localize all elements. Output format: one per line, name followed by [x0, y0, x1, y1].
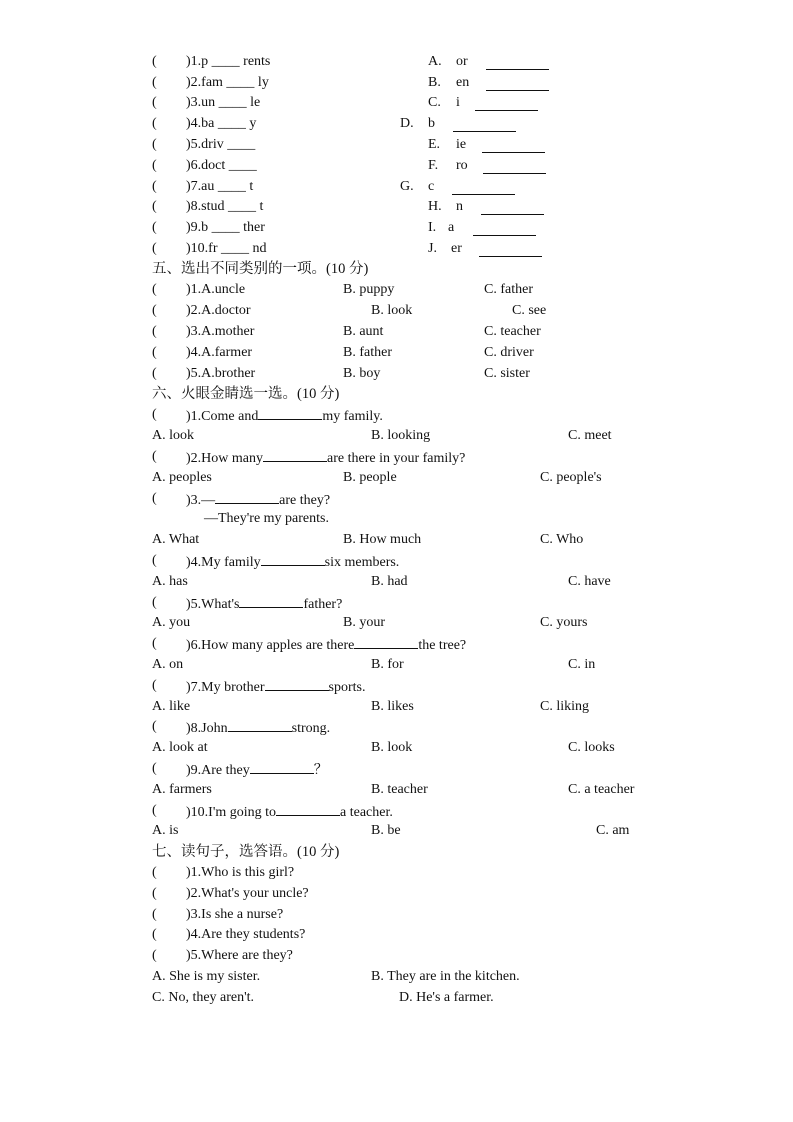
question-text: )9.Are they ？ — [186, 759, 328, 779]
list-item: )5.driv ____ — [186, 137, 256, 152]
option-b: B. look — [371, 303, 413, 318]
answer-blank[interactable] — [354, 634, 418, 649]
option-letter: H. — [428, 199, 442, 214]
question-text: )5.Where are they? — [186, 948, 293, 963]
option-b: B. looking — [371, 428, 431, 443]
option-c: C. teacher — [484, 324, 541, 339]
list-item: )8.stud ____ t — [186, 199, 264, 214]
option-b: B. father — [343, 345, 392, 360]
question-text: )1.Come and my family. — [186, 405, 383, 425]
paren: ( — [152, 491, 157, 506]
option-text: a — [448, 220, 455, 235]
paren: ( — [152, 241, 157, 256]
answer-blank[interactable] — [453, 117, 516, 132]
option-a: A. like — [152, 699, 191, 714]
paren: ( — [152, 449, 157, 464]
question-text: )3.Is she a nurse? — [186, 907, 284, 922]
question-text: )7.My brother sports. — [186, 676, 366, 696]
option-b: B. teacher — [371, 782, 428, 797]
answer-blank[interactable] — [228, 717, 292, 732]
option-b: B. look — [371, 740, 413, 755]
answer-blank[interactable] — [473, 221, 536, 236]
answer-blank[interactable] — [481, 200, 544, 215]
option-b: B. boy — [343, 366, 381, 381]
paren: ( — [152, 303, 157, 318]
option-b: B. your — [343, 615, 385, 630]
option-a: A. is — [152, 823, 179, 838]
option-a: A. has — [152, 574, 188, 589]
option-b: B. puppy — [343, 282, 395, 297]
option-letter: A. — [428, 54, 442, 69]
paren: ( — [152, 366, 157, 381]
answer-blank[interactable] — [483, 159, 546, 174]
option-b: B. be — [371, 823, 401, 838]
paren: ( — [152, 75, 157, 90]
paren: ( — [152, 948, 157, 963]
list-item: )10.fr ____ nd — [186, 241, 267, 256]
option-a: A. farmers — [152, 782, 212, 797]
option-c: C. No, they aren't. — [152, 990, 255, 1005]
section-title: 七、读句子，选答语。(10 分) — [152, 844, 340, 860]
option-c: C. am — [596, 823, 630, 838]
list-item: )2.fam ____ ly — [186, 75, 269, 90]
paren: ( — [152, 636, 157, 651]
answer-blank[interactable] — [486, 76, 549, 91]
list-item: )7.au ____ t — [186, 179, 254, 194]
answer-blank[interactable] — [258, 405, 322, 420]
question-text: )1.Who is this girl? — [186, 865, 295, 880]
option-letter: J. — [428, 241, 437, 256]
option-letter: I. — [428, 220, 437, 235]
option-b: B. for — [371, 657, 404, 672]
option-text: ro — [456, 158, 468, 173]
paren: ( — [152, 116, 157, 131]
question-text: )3.— are they? — [186, 489, 330, 509]
option-b: B. people — [343, 470, 397, 485]
option-a: A. look at — [152, 740, 208, 755]
option-c: C. Who — [540, 532, 584, 547]
question-text: )5.What's father? — [186, 593, 342, 613]
option-text: or — [456, 54, 468, 69]
option-d: D. He's a farmer. — [399, 990, 494, 1005]
answer-blank[interactable] — [479, 242, 542, 257]
question-text: )2.What's your uncle? — [186, 886, 309, 901]
option-c: C. yours — [540, 615, 588, 630]
answer-blank[interactable] — [250, 759, 314, 774]
option-a: A. look — [152, 428, 194, 443]
option-a: A. What — [152, 532, 200, 547]
option-text: ie — [456, 137, 467, 152]
paren: ( — [152, 595, 157, 610]
section-title: 六、火眼金睛选一选。(10 分) — [152, 386, 340, 402]
paren: ( — [152, 282, 157, 297]
option-text: en — [456, 75, 470, 90]
option-a: A. She is my sister. — [152, 969, 261, 984]
question-option-a: )4.A.farmer — [186, 345, 253, 360]
option-b: B. How much — [343, 532, 422, 547]
question-option-a: )2.A.doctor — [186, 303, 251, 318]
option-text: b — [428, 116, 435, 131]
paren: ( — [152, 95, 157, 110]
option-b: B. had — [371, 574, 408, 589]
question-option-a: )1.A.uncle — [186, 282, 246, 297]
option-c: C. liking — [540, 699, 590, 714]
paren: ( — [152, 803, 157, 818]
option-letter: E. — [428, 137, 441, 152]
option-text: er — [451, 241, 462, 256]
section-title: 五、选出不同类别的一项。(10 分) — [152, 261, 369, 277]
question-option-a: )5.A.brother — [186, 366, 256, 381]
option-b: B. They are in the kitchen. — [371, 969, 520, 984]
option-a: A. on — [152, 657, 184, 672]
list-item: )1.p ____ rents — [186, 54, 271, 69]
option-a: A. peoples — [152, 470, 212, 485]
paren: ( — [152, 199, 157, 214]
answer-blank[interactable] — [475, 96, 538, 111]
dialogue-answer: —They're my parents. — [204, 511, 329, 526]
paren: ( — [152, 927, 157, 942]
option-c: C. in — [568, 657, 596, 672]
question-option-a: )3.A.mother — [186, 324, 255, 339]
paren: ( — [152, 407, 157, 422]
option-c: C. people's — [540, 470, 602, 485]
answer-blank[interactable] — [482, 138, 545, 153]
paren: ( — [152, 345, 157, 360]
list-item: )9.b ____ ther — [186, 220, 265, 235]
option-c: C. looks — [568, 740, 615, 755]
option-letter: B. — [428, 75, 441, 90]
option-b: B. likes — [371, 699, 414, 714]
option-c: C. a teacher — [568, 782, 635, 797]
option-text: c — [428, 179, 435, 194]
option-text: i — [456, 95, 460, 110]
question-text: )8.John strong. — [186, 717, 330, 737]
option-c: C. meet — [568, 428, 612, 443]
paren: ( — [152, 719, 157, 734]
answer-blank[interactable] — [239, 593, 303, 608]
question-text: )10.I'm going to a teacher. — [186, 801, 393, 821]
option-b: B. aunt — [343, 324, 384, 339]
paren: ( — [152, 678, 157, 693]
answer-blank[interactable] — [263, 447, 327, 462]
option-letter: C. — [428, 95, 441, 110]
paren: ( — [152, 761, 157, 776]
paren: ( — [152, 220, 157, 235]
answer-blank[interactable] — [452, 180, 515, 195]
answer-blank[interactable] — [215, 489, 279, 504]
answer-blank[interactable] — [486, 55, 549, 70]
paren: ( — [152, 553, 157, 568]
question-text: )6.How many apples are there the tree? — [186, 634, 466, 654]
option-letter: F. — [428, 158, 439, 173]
list-item: )4.ba ____ y — [186, 116, 257, 131]
answer-blank[interactable] — [265, 676, 329, 691]
question-text: )2.How many are there in your family? — [186, 447, 465, 467]
paren: ( — [152, 324, 157, 339]
paren: ( — [152, 886, 157, 901]
answer-blank[interactable] — [261, 551, 325, 566]
list-item: )3.un ____ le — [186, 95, 261, 110]
paren: ( — [152, 158, 157, 173]
paren: ( — [152, 907, 157, 922]
list-item: )6.doct ____ — [186, 158, 257, 173]
option-c: C. have — [568, 574, 611, 589]
option-letter: D. — [400, 116, 414, 131]
option-c: C. sister — [484, 366, 530, 381]
paren: ( — [152, 865, 157, 880]
option-c: C. father — [484, 282, 533, 297]
paren: ( — [152, 179, 157, 194]
option-letter: G. — [400, 179, 414, 194]
question-text: )4.Are they students? — [186, 927, 306, 942]
answer-blank[interactable] — [276, 801, 340, 816]
option-c: C. driver — [484, 345, 534, 360]
question-text: )4.My family six members. — [186, 551, 399, 571]
option-a: A. you — [152, 615, 191, 630]
paren: ( — [152, 54, 157, 69]
option-text: n — [456, 199, 463, 214]
option-c: C. see — [512, 303, 547, 318]
paren: ( — [152, 137, 157, 152]
